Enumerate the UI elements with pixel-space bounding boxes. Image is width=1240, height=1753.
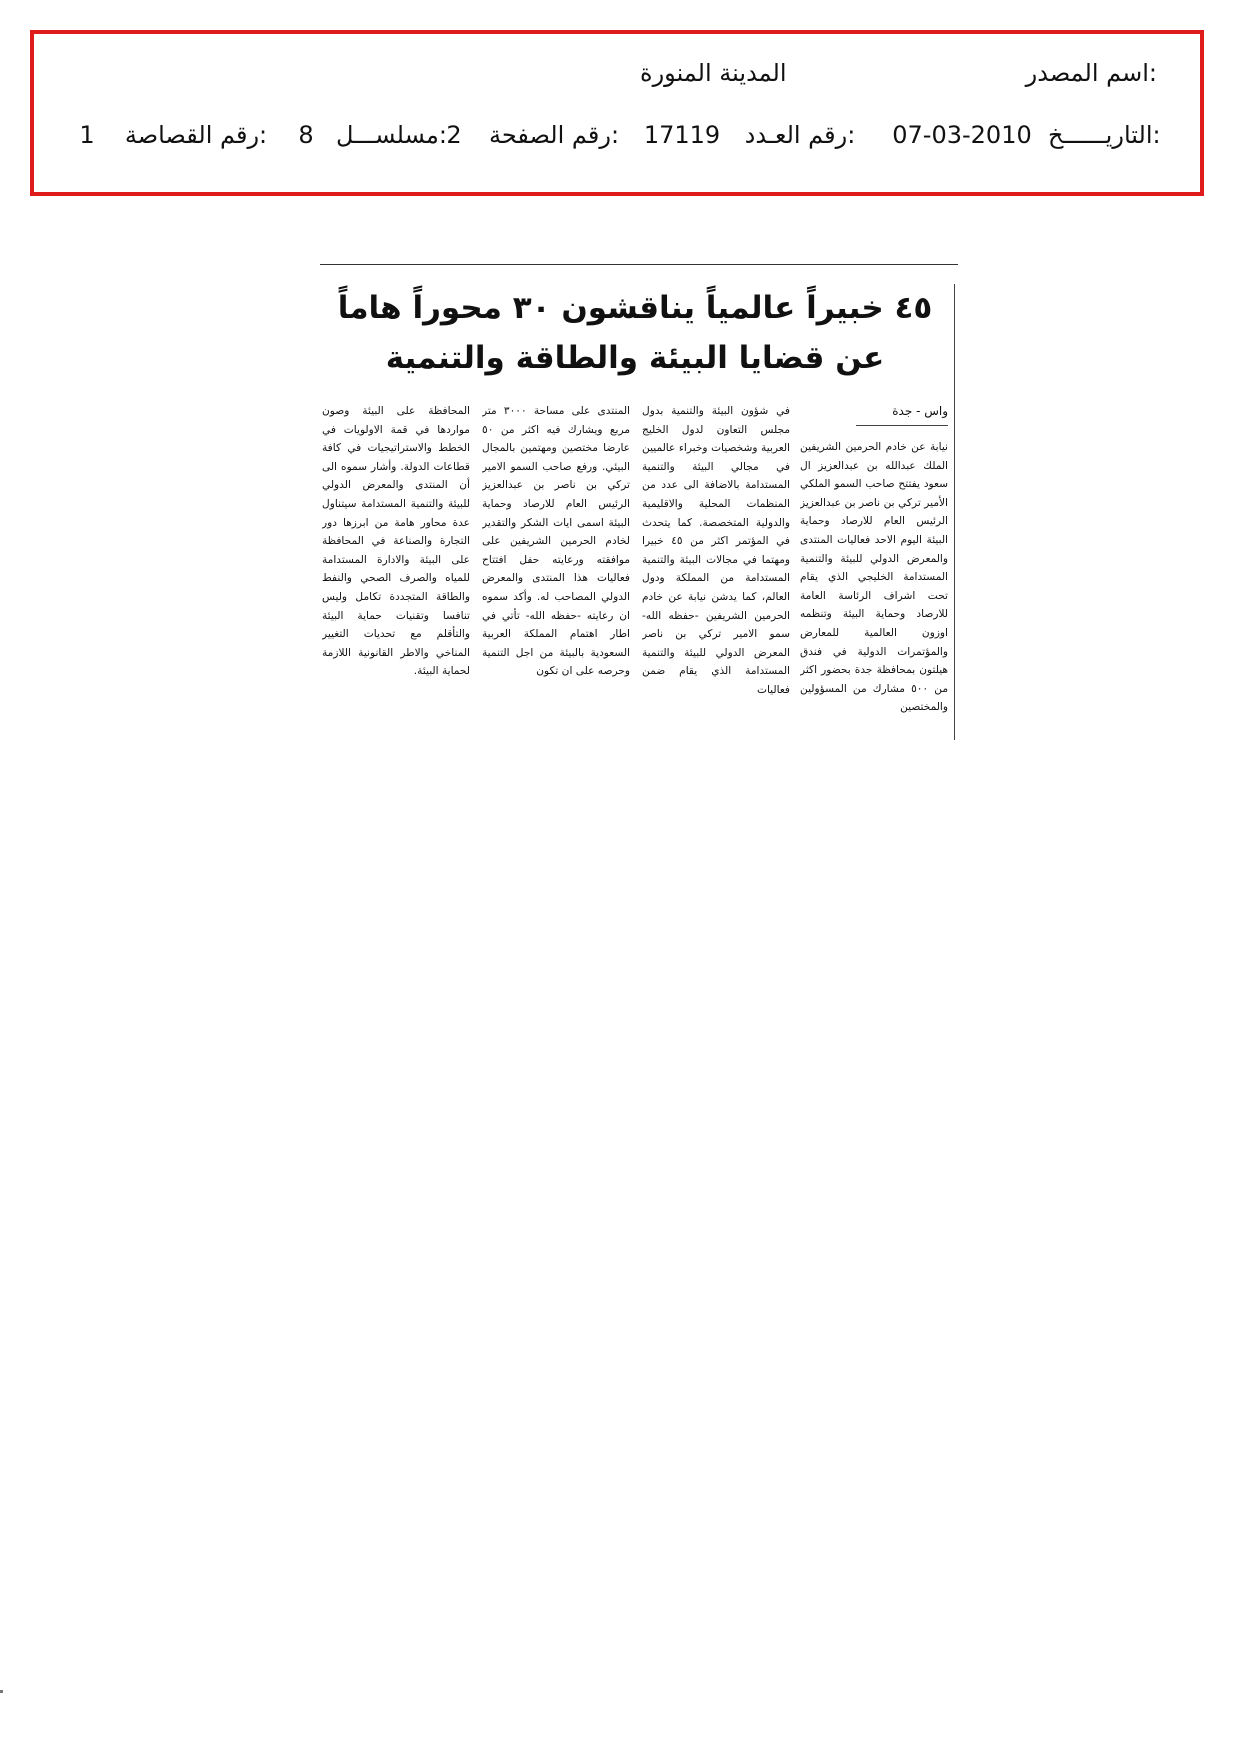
newspaper-clipping [320,262,958,742]
source-value: المدينة المنورة [640,59,787,87]
article-column-1 [800,438,948,740]
issue-value: 17119 [643,121,721,149]
top-rule [320,264,958,265]
headline-line-2: عن قضايا البيئة والطاقة والتنمية [385,340,885,376]
byline: واس - جدة [892,404,948,418]
byline-rule [856,425,948,426]
date-label: التاريــــــخ: [1048,121,1161,149]
column-3-text: المنتدى على مساحة ٣٠٠٠ متر مربع ويشارك فيه اكثر من ٥٠ عارضا مختصين ومهتمين بالمجال البيئي. ورفع صاحب السمو الامير تركي بن ناصر بن عبدالعزيز الرئيس العام للارصاد وحماية البيئة اسمى ايات الشكر والتقدير لخادم الحرمين الشريفين على موافقته ورعايته حفل افتتاح فعاليات هذا المنتدى والمعرض الدولي المصاحب له. وأكد سموه ان رعايته -حفظه الله- تأتي في اطار اهتمام المملكة العربية السعودية بالبيئة من اجل التنمية وحرصه على ان تكون [482,405,630,678]
date-value: 07-03-2010 [892,121,1032,149]
article-column-4 [322,402,470,740]
page-label: رقم الصفحة: [488,121,620,149]
issue-label: رقم العـدد: [744,121,856,149]
source-label: اسم المصدر: [1025,59,1157,87]
article-column-3 [482,402,630,740]
page-value: 2 [446,121,462,149]
clip-label: رقم القصاصة: [124,121,268,149]
clipping-info-box [30,30,1204,196]
article-column-2 [642,402,790,740]
column-2-text: في شؤون البيئة والتنمية بدول مجلس التعاون لدول الخليج العربية وشخصيات وخبراء عالميين في مجالي البيئة والتنمية المستدامة بالاضافة الى عدد من المنظمات المحلية والاقليمية والدولية المتخصصة. كما يتحدث في المؤتمر اكثر من ٤٥ خبيرا ومهتما في مجالات البيئة والتنمية المستدامة من المملكة ودول العالم، كما يدشن نيابة عن خادم الحرمين الشريفين -حفظه الله- سمو الامير تركي بن ناصر المعرض الدولي للبيئة والتنمية المستدامة الذي يقام ضمن فعاليات [642,405,790,696]
serial-label: مسلســـل: [336,121,447,149]
clip-value: 1 [79,121,95,149]
scan-speck [0,1690,3,1693]
column-1-text: نيابة عن خادم الحرمين الشريفين الملك عبدالله بن عبدالعزيز ال سعود يفتتح صاحب السمو الملكي الأمير تركي بن ناصر بن عبدالعزيز الرئيس العام للارصاد وحماية البيئة اليوم الاحد فعاليات المنتدى والمعرض الدولي للبيئة والتنمية المستدامة الخليجي الذي يقام تحت اشراف الرئاسة العامة للارصاد وحماية البيئة وتنظمه اوزون العالمية للمعارض والمؤتمرات الدولية في فندق هيلتون بمحافظة جدة بحضور اكثر من ٥٠٠ مشارك من المسؤولين والمختصين [800,441,948,714]
side-rule [954,284,955,740]
serial-value: 8 [298,121,314,149]
column-4-text: المحافظة على البيئة وصون مواردها في قمة الاولويات في الخطط والاستراتيجيات في كافة قطاعات الدولة. وأشار سموه الى أن المنتدى والمعرض الدولي للبيئة والتنمية المستدامة سيتناول عدة محاور هامة من ابرزها دور التجارة والصناعة في المحافظة على البيئة والادارة المستدامة للمياه والصرف الصحي والنفط والطاقة المتجددة تكامل وليس تنافسا وتقنيات حماية البيئة والتأقلم مع تحديات التغيير المناخي والاطر القانونية اللازمة لحماية البيئة. [322,405,470,678]
headline-line-1: ٤٥ خبيراً عالمياً يناقشون ٣٠ محوراً هاماً [337,290,933,326]
